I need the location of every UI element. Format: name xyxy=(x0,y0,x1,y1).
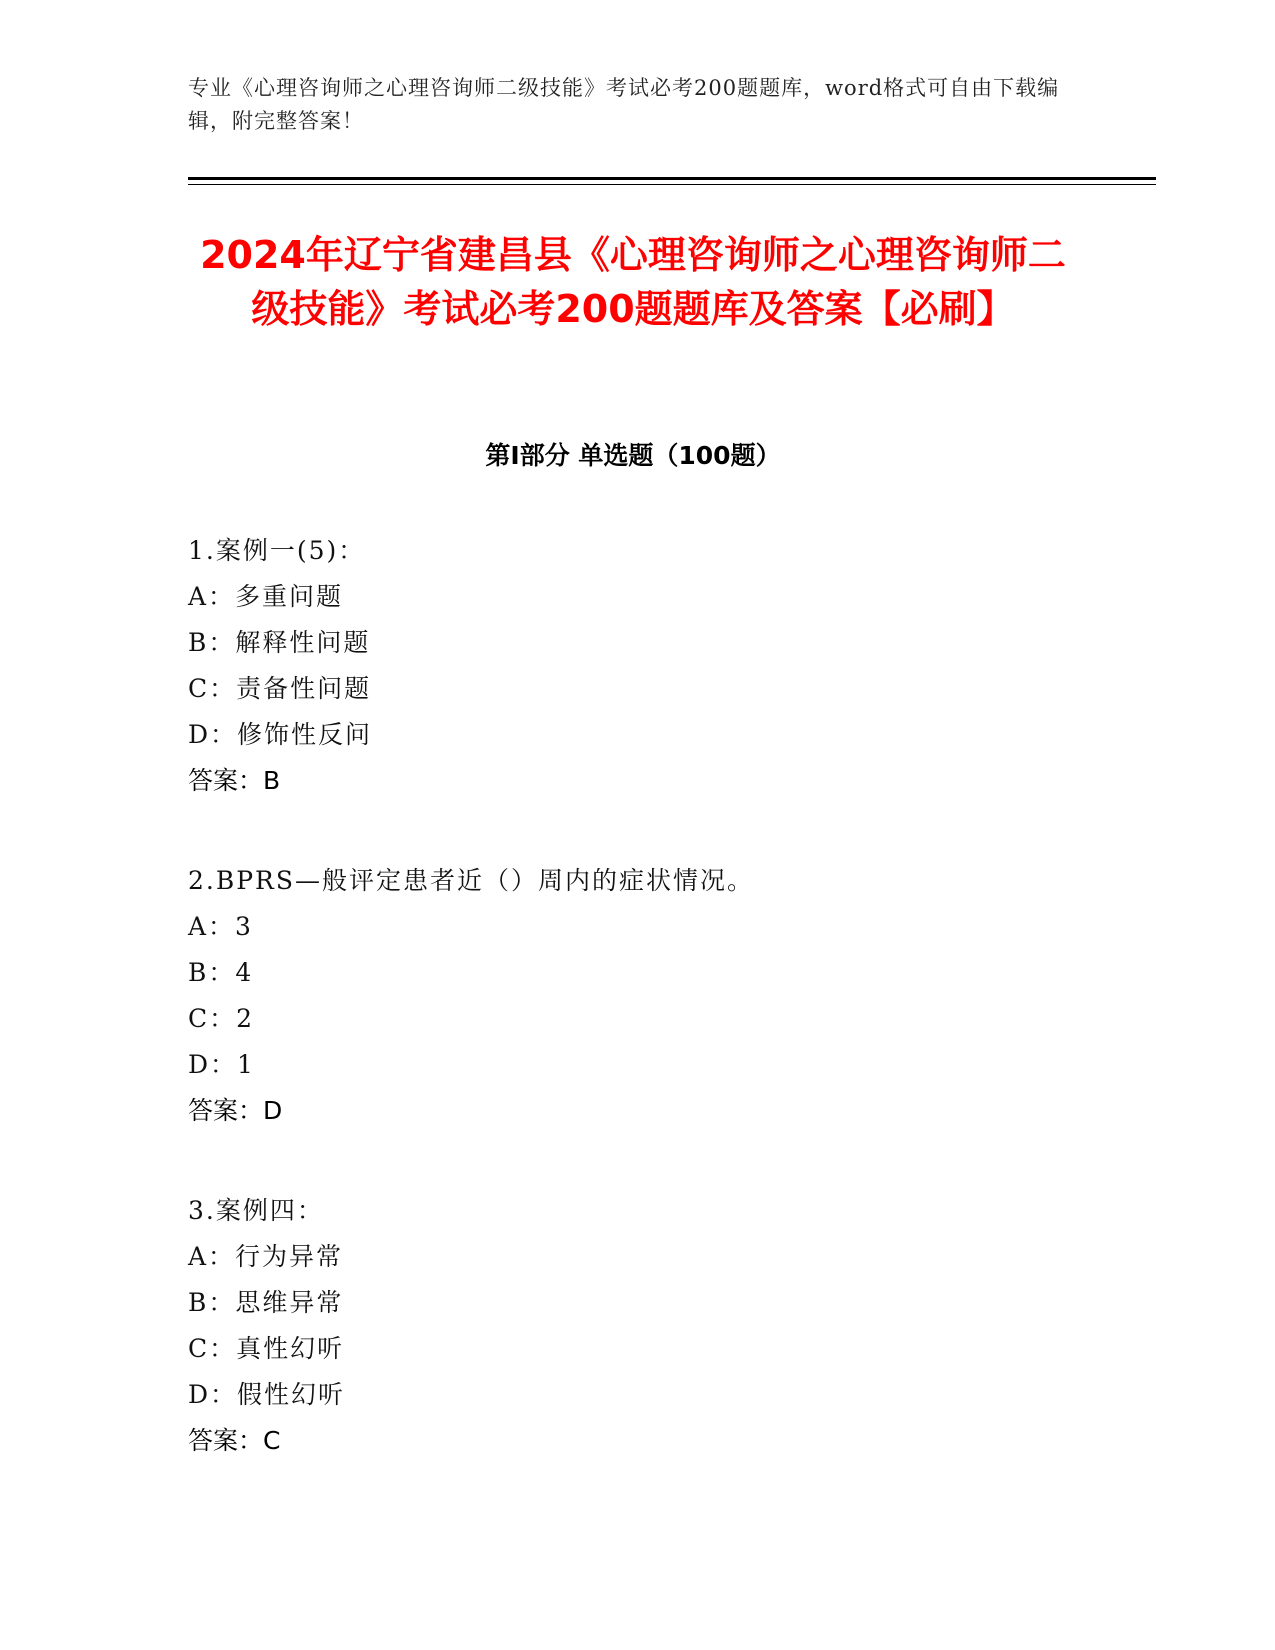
option-d: D：修饰性反问 xyxy=(188,720,373,749)
question-3 xyxy=(188,1188,1088,1464)
option-a: A：多重问题 xyxy=(188,582,344,611)
question-2 xyxy=(188,858,1088,1134)
option-a: A：3 xyxy=(188,912,253,941)
question-answer: 答案：D xyxy=(188,1096,283,1125)
option-d: D：假性幻听 xyxy=(188,1380,346,1409)
option-d: D：1 xyxy=(188,1050,255,1079)
document-title: 2024年辽宁省建昌县《心理咨询师之心理咨询师二级技能》考试必考200题题库及答案【必刷】 xyxy=(200,233,1066,331)
option-c: C：真性幻听 xyxy=(188,1334,345,1363)
header-rule-thick xyxy=(188,177,1156,180)
header-rule-thin xyxy=(188,184,1156,185)
option-c: C：2 xyxy=(188,1004,255,1033)
header-note: 专业《心理咨询师之心理咨询师二级技能》考试必考200题题库，word格式可自由下载编辑，附完整答案！ xyxy=(188,76,1060,133)
option-b: B：4 xyxy=(188,958,254,987)
option-a: A：行为异常 xyxy=(188,1242,344,1271)
question-stem: 1.案例一(5)： xyxy=(188,536,366,565)
question-list xyxy=(188,528,1088,1518)
option-b: B：思维异常 xyxy=(188,1288,344,1317)
section-heading: 第Ⅰ部分 单选题（100题） xyxy=(485,441,781,470)
option-b: B：解释性问题 xyxy=(188,628,371,657)
question-answer: 答案：B xyxy=(188,766,281,795)
question-stem: 3.案例四： xyxy=(188,1196,324,1225)
option-c: C：责备性问题 xyxy=(188,674,372,703)
question-answer: 答案：C xyxy=(188,1426,281,1455)
question-1 xyxy=(188,528,1088,804)
question-stem: 2.BPRS—般评定患者近（）周内的症状情况。 xyxy=(188,866,754,895)
